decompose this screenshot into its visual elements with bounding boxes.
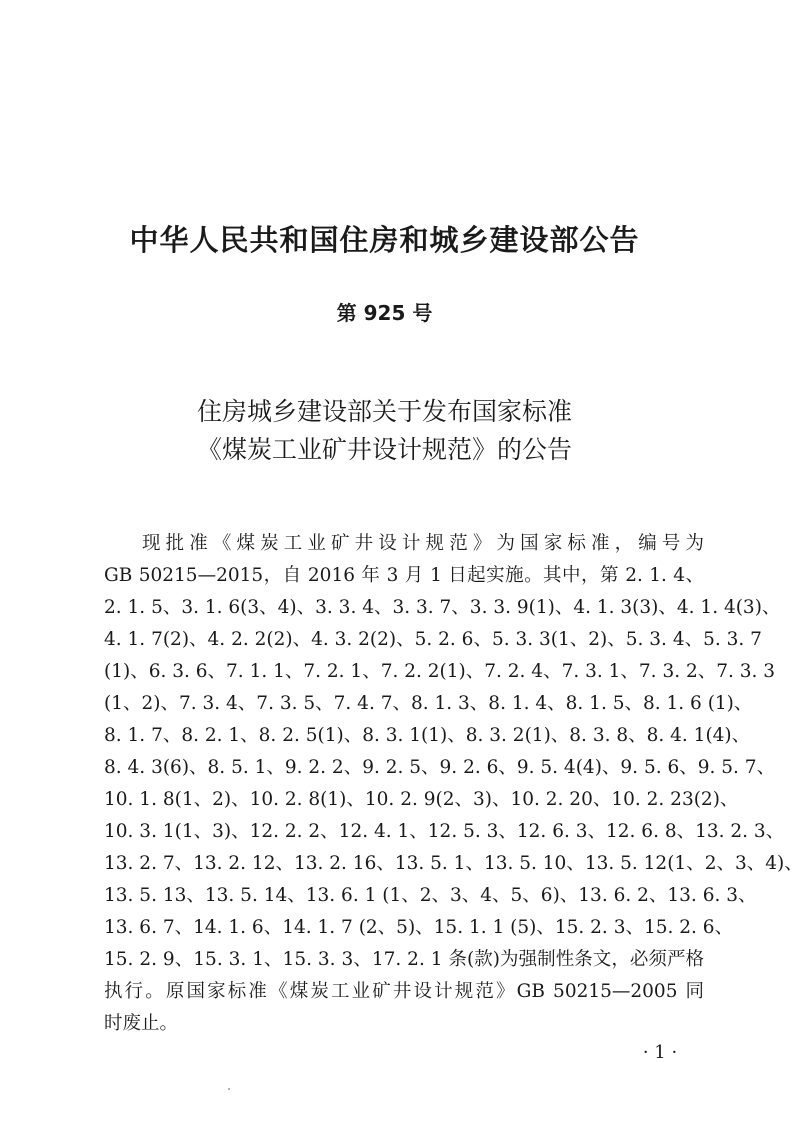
announcement-body (104, 528, 803, 1040)
body-line: 8. 1. 7、8. 2. 1、8. 2. 5(1)、8. 3. 1(1)、8. 3. 2(1)、8. 3. 8、8. 4. 1(4)、 (104, 725, 751, 746)
announcement-number: 第 925 号 (336, 301, 433, 325)
body-line: 13. 6. 7、14. 1. 6、14. 1. 7 (2、5)、15. 1. 1 (5)、15. 2. 3、15. 2. 6、 (104, 917, 734, 938)
issuing-authority-title: 中华人民共和国住房和城乡建设部公告 (129, 223, 640, 257)
body-line: GB 50215—2015，自 2016 年 3 月 1 日起实施。其中，第 2. 1. 4、 (104, 565, 704, 586)
body-line: 现批准《煤炭工业矿井设计规范》为国家标准，编号为 (142, 533, 704, 554)
body-line: 4. 1. 7(2)、4. 2. 2(2)、4. 3. 2(2)、5. 2. 6、5. 3. 3(1、2)、5. 3. 4、5. 3. 7 (104, 629, 762, 650)
body-line: (1、2)、7. 3. 4、7. 3. 5、7. 4. 7、8. 1. 3、8. 1. 4、8. 1. 5、8. 1. 6 (1)、 (104, 693, 753, 714)
body-line: 13. 5. 13、13. 5. 14、13. 6. 1 (1、2、3、4、5、6)、13. 6. 2、13. 6. 3、 (104, 885, 757, 906)
body-line: 10. 1. 8(1、2)、10. 2. 8(1)、10. 2. 9(2、3)、10. 2. 20、10. 2. 23(2)、 (104, 789, 739, 810)
body-line: (1)、6. 3. 6、7. 1. 1、7. 2. 1、7. 2. 2(1)、7. 2. 4、7. 3. 1、7. 3. 2、7. 3. 3 (104, 661, 776, 682)
body-line: 8. 4. 3(6)、8. 5. 1、9. 2. 2、9. 2. 5、9. 2. 6、9. 5. 4(4)、9. 5. 6、9. 5. 7、 (104, 757, 776, 778)
body-line: 2. 1. 5、3. 1. 6(3、4)、3. 3. 4、3. 3. 7、3. 3. 9(1)、4. 1. 3(3)、4. 1. 4(3)、 (104, 597, 781, 618)
notice-title-line-2: 《煤炭工业矿井设计规范》的公告 (196, 435, 572, 464)
page-number: · 1 · (642, 1042, 678, 1063)
body-line: 执行。原国家标准《煤炭工业矿井设计规范》GB 50215—2005 同 (104, 981, 704, 1002)
body-line: 13. 2. 7、13. 2. 12、13. 2. 16、13. 5. 1、13. 5. 10、13. 5. 12(1、2、3、4)、 (104, 853, 803, 874)
body-line: 时废止。 (104, 1013, 179, 1034)
scan-speck (228, 1088, 230, 1090)
body-line: 15. 2. 9、15. 3. 1、15. 3. 3、17. 2. 1 条(款)为强制性条文，必须严格 (104, 949, 704, 970)
notice-title-line-1: 住房城乡建设部关于发布国家标准 (196, 397, 572, 426)
body-line: 10. 3. 1(1、3)、12. 2. 2、12. 4. 1、12. 5. 3、12. 6. 3、12. 6. 8、13. 2. 3、 (104, 821, 785, 842)
